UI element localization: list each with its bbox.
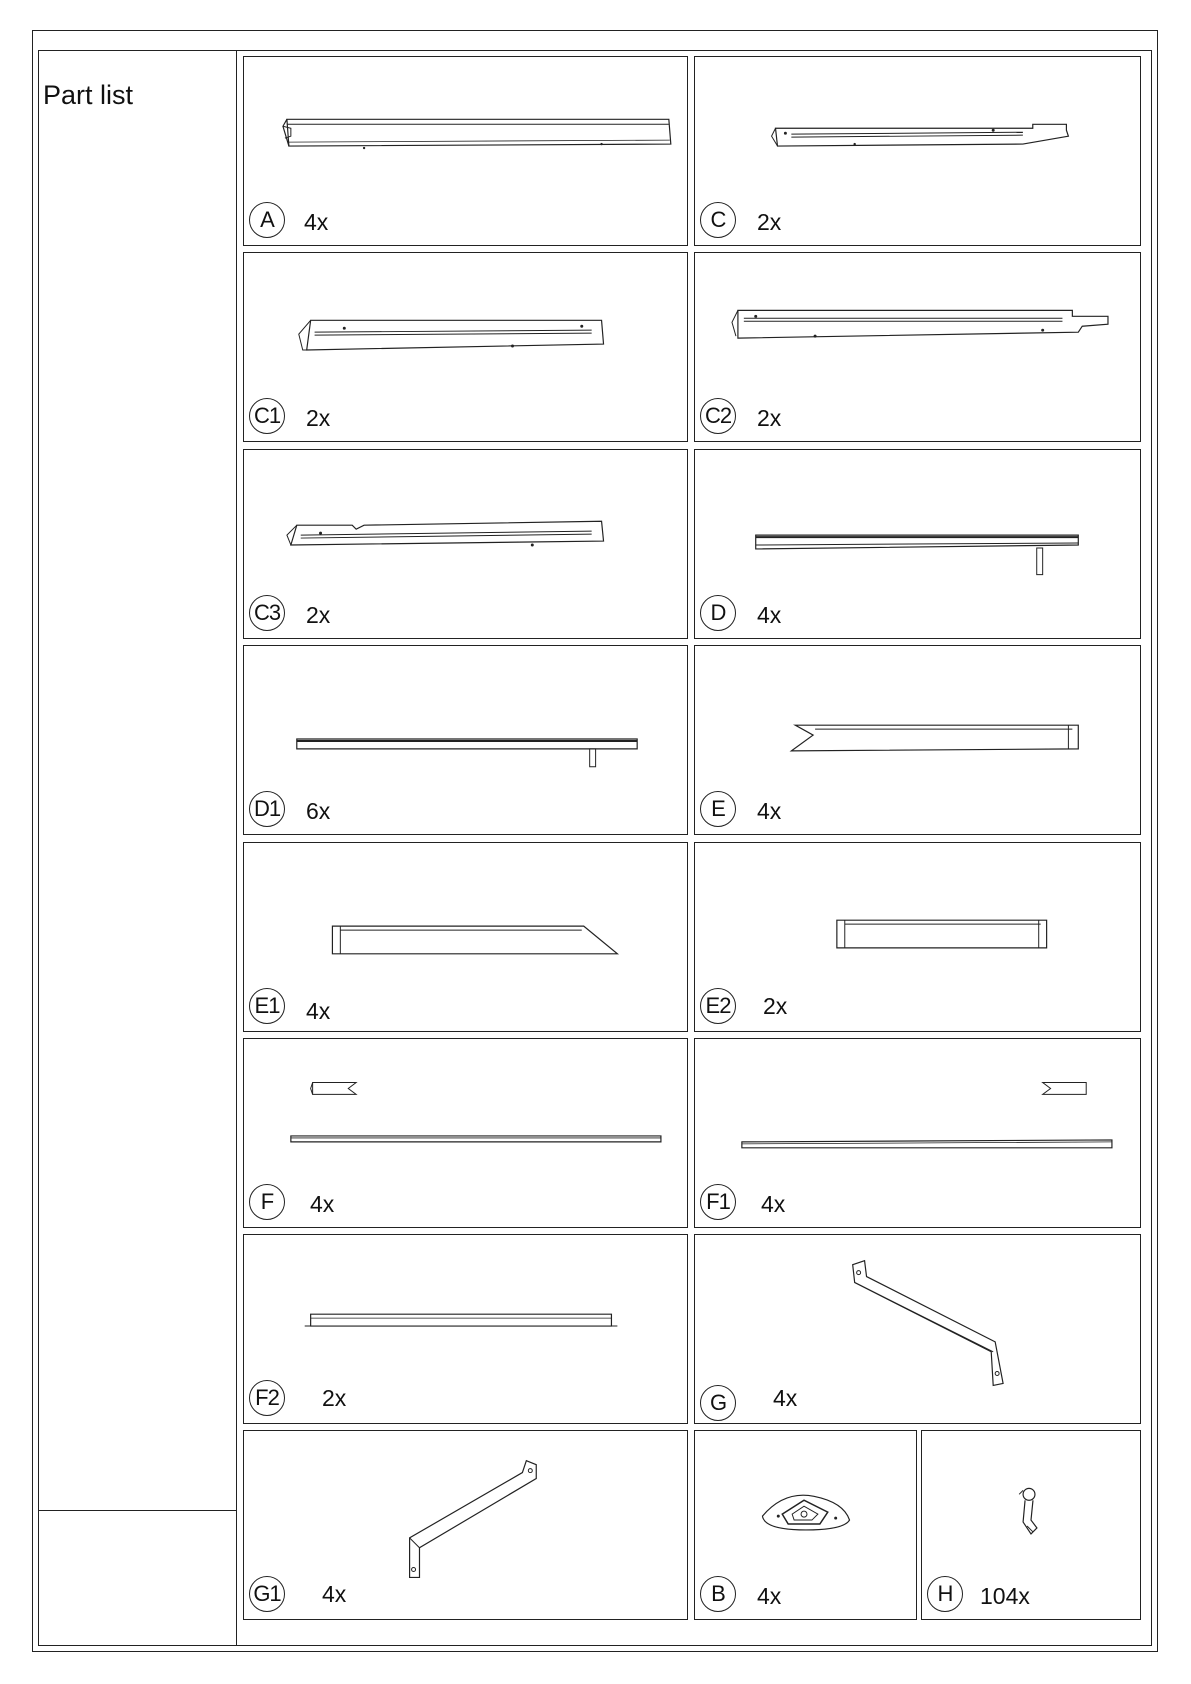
part-label-badge: G1 [249, 1576, 285, 1612]
part-cell-C2 [694, 252, 1141, 442]
part-cell-D1 [243, 645, 688, 835]
part-cell-E1 [243, 842, 688, 1032]
part-quantity: 4x [306, 998, 331, 1024]
part-cell-C3 [243, 449, 688, 639]
part-label-badge: H [927, 1576, 963, 1612]
part-quantity: 6x [306, 798, 331, 824]
part-label-badge: E [700, 791, 736, 827]
part-quantity: 2x [322, 1385, 347, 1411]
part-cell-F1 [694, 1038, 1141, 1228]
part-quantity: 4x [322, 1581, 347, 1607]
part-cell-H [921, 1430, 1141, 1620]
part-quantity: 2x [757, 405, 782, 431]
part-label-badge: A [249, 202, 285, 238]
part-drawing-g [695, 1235, 1140, 1423]
part-drawing-e2 [695, 843, 1140, 1031]
part-quantity: 4x [761, 1191, 786, 1217]
part-label-badge: D [700, 595, 736, 631]
part-cell-E2 [694, 842, 1141, 1032]
part-cell-C [694, 56, 1141, 246]
part-quantity: 4x [773, 1385, 798, 1411]
part-quantity: 4x [757, 798, 782, 824]
part-quantity: 4x [310, 1191, 335, 1217]
part-label-badge: C [700, 202, 736, 238]
side-column-footer-box [38, 1510, 236, 1646]
part-cell-F [243, 1038, 688, 1228]
part-cell-B [694, 1430, 917, 1620]
part-label-badge: C1 [249, 398, 285, 434]
part-drawing-f2 [244, 1235, 687, 1423]
part-label-badge: C2 [700, 398, 736, 434]
part-cell-E [694, 645, 1141, 835]
part-cell-F2 [243, 1234, 688, 1424]
part-cell-G1 [243, 1430, 688, 1620]
part-quantity: 4x [304, 209, 329, 235]
part-label-badge: C3 [249, 595, 285, 631]
part-quantity: 4x [757, 1583, 782, 1609]
part-label-badge: E2 [700, 988, 736, 1024]
part-quantity: 2x [757, 209, 782, 235]
part-label-badge: D1 [249, 791, 285, 827]
part-drawing-g1 [244, 1431, 687, 1619]
part-cell-D [694, 449, 1141, 639]
part-quantity: 2x [306, 602, 331, 628]
part-label-badge: G [700, 1385, 736, 1421]
side-column [38, 50, 237, 1646]
part-quantity: 2x [763, 993, 788, 1019]
part-quantity: 4x [757, 602, 782, 628]
part-quantity: 2x [306, 405, 331, 431]
part-cell-A [243, 56, 688, 246]
part-cell-C1 [243, 252, 688, 442]
part-quantity: 104x [980, 1583, 1030, 1609]
part-label-badge: F1 [700, 1184, 736, 1220]
part-label-badge: B [700, 1576, 736, 1612]
part-cell-G [694, 1234, 1141, 1424]
part-label-badge: F [249, 1184, 285, 1220]
part-label-badge: F2 [249, 1380, 285, 1416]
part-label-badge: E1 [249, 988, 285, 1024]
page-title: Part list [43, 80, 134, 110]
